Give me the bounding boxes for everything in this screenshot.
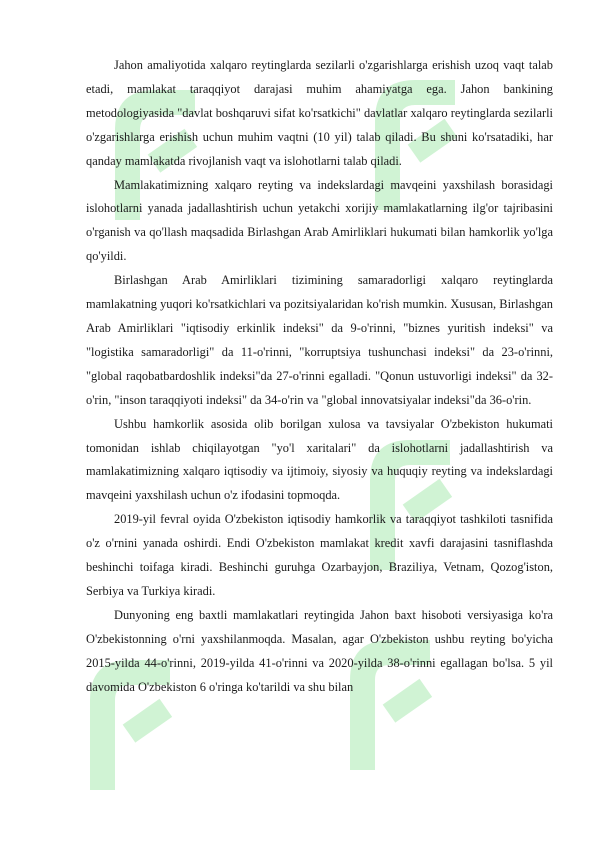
paragraph: Ushbu hamkorlik asosida olib borilgan xulosa va tavsiyalar O'zbekiston hukumati tomonidan ishlab chiqilayotgan "yo'l xaritalari" da islohotlarni jadallashtirish va mamlakatimizning xalqaro iqtisodiy va ijtimoiy, siyosiy va huquqiy reyting va indekslardagi mavqeini yaxshilash uchun o'z ifodasini topmoqda.	[86, 416, 553, 503]
paragraph: Dunyoning eng baxtli mamlakatlari reytingida Jahon baxt hisoboti versiyasiga ko'ra O'zbekistonning o'rni yaxshilanmoqda. Masalan, agar O'zbekiston ushbu reyting bo'yicha 2015-yilda 44-o'rinni, 2019-yilda 41-o'rinni va 2020-yilda 38-o'rinni egallagan bo'lsa. 5 yil davomida O'zbekiston 6 o'ringa ko'tarildi va shu bilan	[86, 607, 553, 694]
paragraph: Jahon amaliyotida xalqaro reytinglarda sezilarli o'zgarishlarga erishish uzoq vaqt talab etadi, mamlakat taraqqiyot darajasi muhim ahamiyatga ega. Jahon bankining metodologiyasida "davlat boshqaruvi sifat ko'rsatkichi" davlatlar xalqaro reytinglarda sezilarli o'zgarishlarga erishish uchun muhim vaqtni (10 yil) talab qiladi. Bu shuni ko'rsatadiki, har qanday mamlakatda rivojlanish vaqt va islohotlarni talab qiladi.	[86, 58, 553, 168]
paragraph: Birlashgan Arab Amirliklari tizimining samaradorligi xalqaro reytinglarda mamlakatning yuqori ko'rsatkichlari va pozitsiyalaridan ko'rish mumkin. Xususan, Birlashgan Arab Amirliklari "iqtisodiy erkinlik indeksi" da 9-o'rinni, "biznes yuritish indeksi" va "logistika samaradorligi" da 11-o'rinni, "korruptsiya tushunchasi indeksi" da 23-o'rinni, "global raqobatbardoshlik indeksi"da 27-o'rinni egalladi. "Qonun ustuvorligi indeksi" da 32-o'rin, "inson taraqqiyoti indeksi" da 34-o'rin va "global innovatsiyalar indeksi"da 36-o'rin.	[86, 273, 553, 407]
paragraph: Mamlakatimizning xalqaro reyting va indekslardagi mavqeini yaxshilash borasidagi islohotlarni yanada jadallashtirish uchun yetakchi xorijiy mamlakatlarning ilg'or tajribasini o'rganish va qo'llash maqsadida Birlashgan Arab Amirliklari hukumati bilan hamkorlik yo'lga qo'yildi.	[86, 177, 553, 264]
paragraph: 2019-yil fevral oyida O'zbekiston iqtisodiy hamkorlik va taraqqiyot tashkiloti tasnifida o'z o'rnini yanada oshirdi. Endi O'zbekiston mamlakat kredit xavfi darajasini tasniflashda beshinchi toifaga kiradi. Beshinchi guruhga Ozarbayjon, Braziliya, Vetnam, Qozog'iston, Serbiya va Turkiya kiradi.	[86, 512, 553, 598]
document-body	[86, 54, 553, 699]
